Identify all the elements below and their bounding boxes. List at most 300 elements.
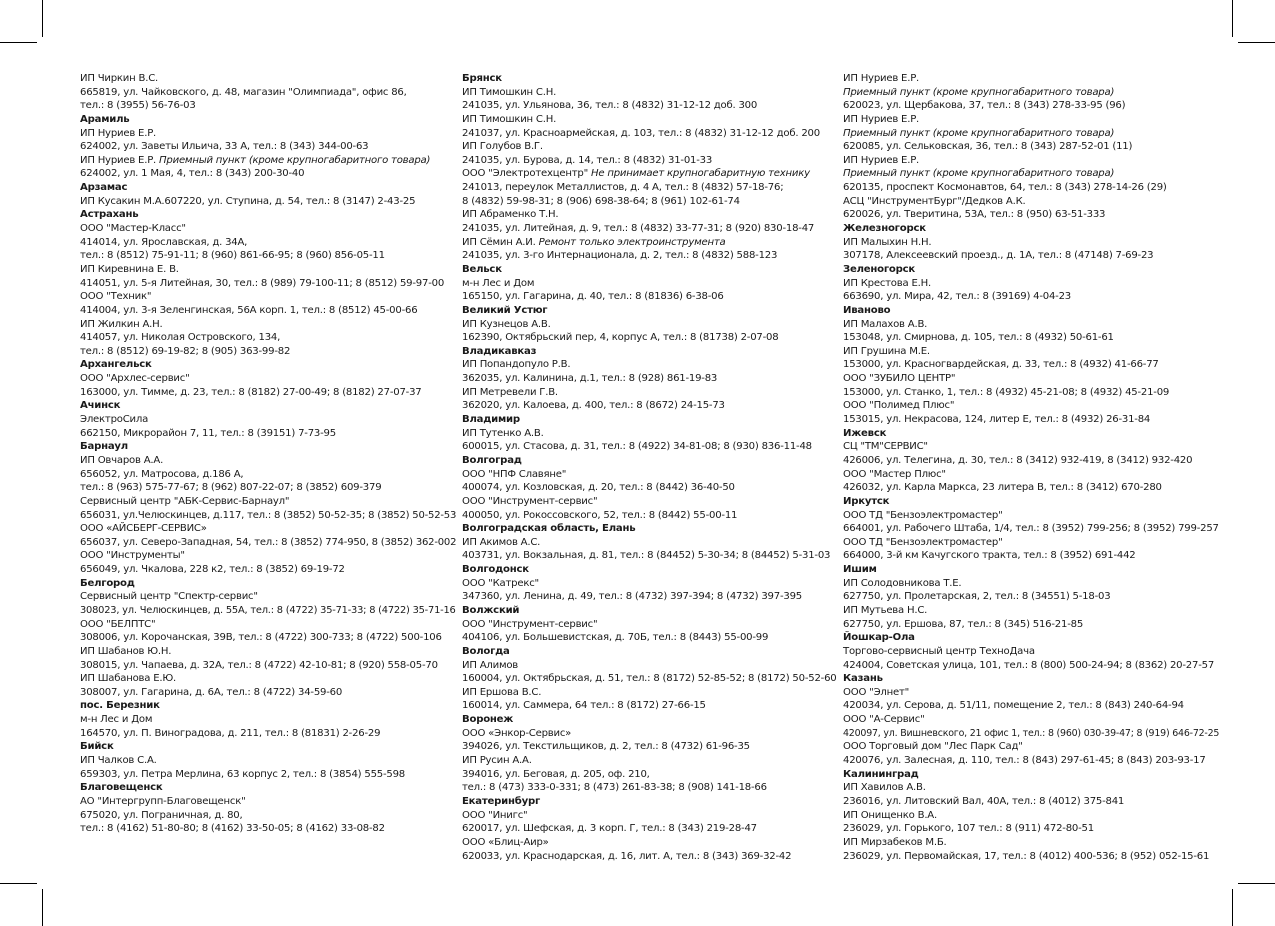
entry-line [462,822,834,836]
city-heading [462,304,834,318]
entry-line [843,590,1215,604]
entry-line [462,495,834,509]
entry-line [843,331,1215,345]
entry-line [462,399,834,413]
entry-line [843,140,1215,154]
entry-text: 241035, ул. Ульянова, 36, тел.: 8 (4832) 31-12-12 доб. 300 [462,100,758,112]
entry-text: ИП Тутенко А.В. [462,427,544,439]
city-heading [80,399,452,413]
crop-mark [42,0,43,37]
entry-text: 362035, ул. Калинина, д.1, тел.: 8 (928) 861-19-83 [462,373,718,385]
entry-text: ИП Овчаров А.А. [80,454,164,466]
entry-text: 656031, ул.Челюскинцев, д.117, тел.: 8 (3852) 50-52-35; 8 (3852) 50-52-53 [80,509,457,521]
directory-column-2 [462,72,837,863]
entry-note: Ремонт только электроинструмента [538,236,726,248]
entry-note: Не принимает крупногабаритную технику [591,168,810,180]
city-name: Барнаул [80,441,128,453]
crop-mark [0,42,37,43]
entry-text: 424004, Советская улица, 101, тел.: 8 (800) 500-24-94; 8 (8362) 20-27-57 [843,659,1215,671]
entry-line [80,659,452,673]
city-name: Иваново [843,304,891,316]
entry-line [80,481,452,495]
city-heading [843,304,1215,318]
entry-line [462,672,837,686]
entry-line [80,222,452,236]
entry-line [80,127,452,141]
entry-text: 675020, ул. Пограничная, д. 80, [80,809,243,821]
entry-note: Приемный пункт (кроме крупногабаритного товара) [843,86,1115,98]
entry-text: ООО "Катрекс" [462,577,539,589]
city-heading [843,631,1215,645]
entry-text: 153048, ул. Смирнова, д. 105, тел.: 8 (4932) 50-61-61 [843,332,1114,344]
city-heading [462,522,834,536]
entry-text: ИП Тимошкин С.Н. [462,113,557,125]
entry-text: ИП Нуриев Е.Р. [843,154,920,166]
entry-line [80,318,452,332]
entry-line [80,822,452,836]
entry-line [80,563,452,577]
entry-text: ООО "Элнет" [843,686,910,698]
city-name: Владикавказ [462,345,537,357]
entry-line [80,86,452,100]
entry-line [80,72,452,86]
entry-line [843,754,1215,768]
entry-line [843,713,1215,727]
entry-text: ИП Русин А.А. [462,755,532,767]
city-name: Астрахань [80,209,139,221]
entry-text: 241035, ул. Литейная, д. 9, тел.: 8 (4832) 33-77-31; 8 (920) 830-18-47 [462,223,815,235]
entry-text: ИП Голубов В.Г. [462,141,543,153]
city-name: Великий Устюг [462,304,548,316]
entry-text: 241035, ул. Бурова, д. 14, тел.: 8 (4832) 31-01-33 [462,154,713,166]
entry-line [80,768,452,782]
entry-line [80,427,452,441]
entry-line [80,495,452,509]
entry-text: ООО "НПФ Славяне" [462,468,567,480]
entry-line [462,99,834,113]
entry-line [843,290,1215,304]
entry-text: 656037, ул. Северо-Западная, 54, тел.: 8 (3852) 774-950, 8 (3852) 362-002 [80,536,457,548]
entry-text: 414057, ул. Николая Островского, 134, [80,332,281,344]
entry-line [80,645,452,659]
entry-line [80,549,452,563]
entry-text: 620135, проспект Космонавтов, 64, тел.: 8 (343) 278-14-26 (29) [843,182,1167,194]
entry-text: Сервисный центр "АБК-Сервис-Барнаул" [80,495,290,507]
entry-line [462,167,834,181]
entry-line [80,99,452,113]
entry-line [462,754,834,768]
entry-line [843,536,1215,550]
entry-text: АСЦ "ИнструментБург"/Дедков А.К. [843,195,1026,207]
entry-text: ИП Сёмин А.И. [462,236,539,248]
entry-line [80,618,452,632]
entry-line [843,781,1215,795]
entry-text: ООО "Электротехцентр" [462,168,591,180]
entry-text: 241035, ул. 3-го Интернационала, д. 2, тел.: 8 (4832) 588-123 [462,250,778,262]
entry-line [843,795,1215,809]
entry-text: 414051, ул. 5-я Литейная, 30, тел.: 8 (989) 79-100-11; 8 (8512) 59-97-00 [80,277,445,289]
entry-text: 664000, 3-й км Качугского тракта, тел.: 8 (3952) 691-442 [843,550,1136,562]
entry-text: 160014, ул. Саммера, 64 тел.: 8 (8172) 27-66-15 [462,700,706,712]
entry-line [80,277,452,291]
entry-text: 663690, ул. Мира, 42, тел.: 8 (39169) 4-04-23 [843,291,1072,303]
entry-text: ЭлектроСила [80,414,149,426]
entry-line [843,181,1215,195]
entry-text: 620023, ул. Щербакова, 37, тел.: 8 (343) 278-33-95 (96) [843,100,1126,112]
entry-text: ООО "Техник" [80,291,152,303]
entry-line [843,468,1215,482]
entry-line [80,236,452,250]
entry-text: ООО "Архлес-сервис" [80,373,190,385]
entry-text: АО "Интергрупп-Благовещенск" [80,795,246,807]
entry-line [843,195,1215,209]
entry-text: ООО ТД "Бензоэлектромастер" [843,509,1003,521]
entry-text: ИП Хавилов А.В. [843,782,926,794]
entry-text: 241013, переулок Металлистов, д. 4 А, тел.: 8 (4832) 57-18-76; [462,182,784,194]
city-heading [462,72,834,86]
entry-text: ООО "Мастер-Класс" [80,223,186,235]
entry-line [80,536,457,550]
entry-line [80,413,452,427]
entry-text: 403731, ул. Вокзальная, д. 81, тел.: 8 (84452) 5-30-34; 8 (84452) 5-31-03 [462,550,831,562]
city-name: Вологда [462,645,510,657]
entry-line [80,604,456,618]
entry-line [462,727,834,741]
entry-text: 400050, ул. Рокоссовского, 52, тел.: 8 (8442) 55-00-11 [462,509,738,521]
city-heading [462,563,834,577]
entry-line [843,249,1215,263]
entry-text: Торгово-сервисный центр ТехноДача [843,645,1035,657]
city-heading [462,713,834,727]
crop-mark [1232,0,1233,37]
entry-text: 426032, ул. Карла Маркса, 23 литера В, тел.: 8 (3412) 670-280 [843,482,1162,494]
entry-text: 308015, ул. Чапаева, д. 32А, тел.: 8 (4722) 42-10-81; 8 (920) 558-05-70 [80,659,438,671]
entry-text: ИП Кусакин М.А.607220, ул. Ступина, д. 54, тел.: 8 (3147) 2-43-25 [80,195,416,207]
entry-text: ООО «Блиц-Аир» [462,836,549,848]
city-name: Ишим [843,564,877,576]
entry-line [462,590,834,604]
city-name: Брянск [462,73,502,84]
entry-line [462,850,834,864]
entry-note: Приемный пункт (кроме крупногабаритного товара) [843,127,1115,139]
entry-line [80,167,452,181]
entry-text: ООО "Инструменты" [80,550,185,562]
entry-text: ИП Нуриев Е.Р. [80,127,157,139]
entry-line [80,754,452,768]
entry-text: тел.: 8 (963) 575-77-67; 8 (962) 807-22-07; 8 (3852) 609-379 [80,482,382,494]
entry-line [462,427,834,441]
entry-line [80,672,452,686]
crop-mark [1232,889,1233,926]
entry-text: ООО "Полимед Плюс" [843,400,955,412]
city-heading [462,645,834,659]
entry-text: ИП Акимов А.С. [462,536,541,548]
entry-text: 400074, ул. Козловская, д. 20, тел.: 8 (8442) 36-40-50 [462,482,735,494]
entry-line [843,386,1215,400]
entry-line [462,809,834,823]
city-name: Казань [843,673,883,685]
entry-line [462,768,834,782]
entry-text: ООО «Энкор-Сервис» [462,727,572,739]
city-heading [843,427,1215,441]
entry-text: ИП Чиркин В.С. [80,73,159,84]
city-heading [462,795,834,809]
entry-line [80,140,452,154]
entry-text: ИП Онищенко В.А. [843,809,937,821]
entry-text: 153000, ул. Станко, 1, тел.: 8 (4932) 45-21-08; 8 (4932) 45-21-09 [843,386,1170,398]
city-heading [80,781,452,795]
entry-text: 165150, ул. Гагарина, д. 40, тел.: 8 (81836) 6-38-06 [462,291,724,303]
entry-text: 656052, ул. Матросова, д.186 А, [80,468,244,480]
entry-text: 627750, ул. Пролетарская, 2, тел.: 8 (34551) 5-18-03 [843,591,1111,603]
entry-line [80,372,452,386]
city-name: Ачинск [80,400,121,412]
entry-line [843,358,1215,372]
entry-line [462,836,834,850]
entry-text: 620085, ул. Сельковская, 36, тел.: 8 (343) 287-52-01 (11) [843,141,1133,153]
entry-text: ИП Солодовникова Т.Е. [843,577,962,589]
entry-text: ИП Абраменко Т.Н. [462,209,559,221]
city-name: Благовещенск [80,782,163,794]
entry-line [462,386,834,400]
entry-text: 620033, ул. Краснодарская, д. 16, лит. А, тел.: 8 (343) 369-32-42 [462,850,792,862]
entry-text: ООО "Инструмент-сервис" [462,618,598,630]
entry-text: ИП Кузнецов А.В. [462,318,551,330]
entry-text: 163000, ул. Тимме, д. 23, тел.: 8 (8182) 27-00-49; 8 (8182) 27-07-37 [80,386,422,398]
entry-text: ИП Крестова Е.Н. [843,277,931,289]
city-name: Волгодонск [462,564,529,576]
city-heading [80,740,452,754]
entry-line [462,659,834,673]
entry-line [843,481,1215,495]
entry-line [462,86,834,100]
entry-line [462,208,834,222]
city-heading [843,768,1215,782]
entry-text: ИП Метревели Г.В. [462,386,558,398]
crop-mark [0,883,37,884]
entry-text: 8 (4832) 59-98-31; 8 (906) 698-38-64; 8 (961) 102-61-74 [462,195,740,207]
entry-line [843,113,1215,127]
entry-line [843,127,1215,141]
entry-text: м-н Лес и Дом [80,714,153,726]
entry-line [80,686,452,700]
entry-text: ИП Нуриев Е.Р. [80,154,160,166]
entry-line [843,399,1215,413]
entry-text: ООО Торговый дом "Лес Парк Сад" [843,741,1023,753]
entry-line [80,809,452,823]
entry-line [80,468,452,482]
entry-text: ИП Жилкин А.Н. [80,318,163,330]
entry-line [843,372,1215,386]
entry-line [80,290,452,304]
entry-text: ИП Чалков С.А. [80,755,157,767]
entry-text: 600015, ул. Стасова, д. 31, тел.: 8 (4922) 34-81-08; 8 (930) 836-11-48 [462,441,812,453]
city-name: Иркутск [843,495,890,507]
entry-line [843,454,1215,468]
entry-line [462,358,834,372]
entry-text: 420034, ул. Серова, д. 51/11, помещение 2, тел.: 8 (843) 240-64-94 [843,700,1184,712]
entry-line [462,249,834,263]
city-name: Калининград [843,768,919,780]
entry-text: ООО "ЗУБИЛО ЦЕНТР" [843,373,956,385]
city-heading [80,358,452,372]
entry-line [462,277,834,291]
entry-line [843,236,1215,250]
entry-line [80,727,452,741]
entry-text: ООО "А-Сервис" [843,714,925,726]
entry-line [462,127,834,141]
entry-line [462,440,834,454]
entry-text: 162390, Октябрьский пер, 4, корпус А, тел.: 8 (81738) 2-07-08 [462,332,779,344]
entry-line [462,549,834,563]
city-name: Железногорск [843,223,926,235]
entry-text: ИП Шабанов Ю.Н. [80,645,172,657]
entry-line [462,181,834,195]
entry-text: 236016, ул. Литовский Вал, 40А, тел.: 8 (4012) 375-841 [843,795,1125,807]
entry-line [843,413,1215,427]
entry-text: ООО "Инигс" [462,809,528,821]
entry-text: 414014, ул. Ярославская, д. 34А, [80,236,248,248]
city-heading [462,604,834,618]
city-heading [462,413,834,427]
directory-column-1 [80,72,457,836]
entry-line [462,481,834,495]
city-name: Ижевск [843,427,887,439]
entry-line [80,249,452,263]
entry-line [462,577,834,591]
entry-line [462,618,834,632]
entry-text: ИП Тимошкин С.Н. [462,86,557,98]
entry-text: ИП Малыхин Н.Н. [843,236,932,248]
entry-line [843,850,1215,864]
entry-text: 627750, ул. Ершова, 87, тел.: 8 (345) 516-21-85 [843,618,1084,630]
entry-text: 624002, ул. Заветы Ильича, 33 А, тел.: 8 (343) 344-00-63 [80,141,369,153]
entry-line [462,699,834,713]
city-name: Арамиль [80,113,130,125]
entry-line [843,659,1215,673]
entry-line [80,522,452,536]
entry-line [80,509,457,523]
entry-line [462,236,834,250]
entry-line [462,154,834,168]
entry-text: 426006, ул. Телегина, д. 30, тел.: 8 (3412) 932-419, 8 (3412) 932-420 [843,454,1193,466]
entry-text: ИП Нуриев Е.Р. [843,113,920,125]
entry-text: тел.: 8 (4162) 51-80-80; 8 (4162) 33-50-05; 8 (4162) 33-08-82 [80,823,385,835]
entry-text: 664001, ул. Рабочего Штаба, 1/4, тел.: 8 (3952) 799-256; 8 (3952) 799-257 [843,523,1219,535]
entry-line [843,277,1215,291]
entry-line [843,822,1215,836]
entry-text: 362020, ул. Калоева, д. 400, тел.: 8 (8672) 24-15-73 [462,400,725,412]
city-name: Зеленогорск [843,263,916,275]
entry-text: 404106, ул. Большевистская, д. 70Б, тел.: 8 (8443) 55-00-99 [462,632,769,644]
city-heading [80,699,452,713]
entry-line [843,72,1215,86]
entry-line [462,372,834,386]
entry-text: 656049, ул. Чкалова, 228 к2, тел.: 8 (3852) 69-19-72 [80,564,345,576]
entry-text: 420076, ул. Залесная, д. 110, тел.: 8 (843) 297-61-45; 8 (843) 203-93-17 [843,755,1206,767]
entry-text: ИП Ершова В.С. [462,686,542,698]
city-name: пос. Березник [80,700,160,712]
city-heading [462,454,834,468]
entry-line [462,781,834,795]
entry-line [80,263,452,277]
entry-text: тел.: 8 (8512) 69-19-82; 8 (905) 363-99-82 [80,345,291,357]
entry-line [80,631,452,645]
city-heading [843,563,1215,577]
entry-text: 308007, ул. Гагарина, д. 6А, тел.: 8 (4722) 34-59-60 [80,686,343,698]
city-name: Волгоград [462,454,522,466]
entry-text: тел.: 8 (3955) 56-76-03 [80,100,196,112]
entry-line [843,686,1215,700]
entry-line [843,167,1215,181]
city-heading [462,263,834,277]
entry-text: ИП Мирзабеков М.Б. [843,836,947,848]
entry-line [462,331,834,345]
entry-text: 308006, ул. Корочанская, 39В, тел.: 8 (4722) 300-733; 8 (4722) 500-106 [80,632,442,644]
entry-line [843,727,1220,741]
entry-text: ИП Шабанова Е.Ю. [80,673,177,685]
city-heading [843,222,1215,236]
entry-text: 153000, ул. Красногвардейская, д. 33, тел.: 8 (4932) 41-66-77 [843,359,1159,371]
entry-text: ИП Алимов [462,659,519,671]
entry-line [462,509,834,523]
entry-line [843,208,1215,222]
entry-text: ИП Попандопуло Р.В. [462,359,571,371]
city-name: Арзамас [80,182,128,194]
entry-text: 662150, Микрорайон 7, 11, тел.: 8 (39151) 7-73-95 [80,427,336,439]
entry-line [80,795,452,809]
entry-line [843,836,1215,850]
entry-text: СЦ "ТМ"СЕРВИС" [843,441,928,453]
entry-text: 665819, ул. Чайковского, д. 48, магазин "Олимпиада", офис 86, [80,86,407,98]
entry-text: 236029, ул. Горького, 107 тел.: 8 (911) 472-80-51 [843,823,1094,835]
city-name: Белгород [80,577,135,589]
city-name: Волжский [462,604,520,616]
entry-line [80,195,452,209]
entry-line [843,699,1215,713]
entry-line [462,536,834,550]
entry-text: ИП Киревнина Е. В. [80,263,179,275]
entry-line [843,809,1215,823]
crop-mark [42,889,43,926]
entry-line [843,618,1215,632]
city-heading [843,495,1215,509]
entry-text: 394016, ул. Беговая, д. 205, оф. 210, [462,768,650,780]
entry-text: ИП Малахов А.В. [843,318,928,330]
city-heading [80,208,452,222]
entry-line [80,154,452,168]
entry-line [843,604,1215,618]
entry-line [80,304,452,318]
entry-line [462,686,834,700]
entry-text: тел.: 8 (473) 333-0-331; 8 (473) 261-83-38; 8 (908) 141-18-66 [462,782,767,794]
entry-line [80,345,452,359]
city-name: Вельск [462,263,502,275]
city-name: Архангельск [80,359,152,371]
entry-line [843,577,1215,591]
directory-column-3 [843,72,1220,863]
entry-text: 308023, ул. Челюскинцев, д. 55А, тел.: 8 (4722) 35-71-33; 8 (4722) 35-71-16 [80,604,456,616]
entry-line [843,318,1215,332]
entry-note: Приемный пункт (кроме крупногабаритного товара) [159,154,431,166]
entry-line [80,713,452,727]
entry-text: 347360, ул. Ленина, д. 49, тел.: 8 (4732) 397-394; 8 (4732) 397-395 [462,591,802,603]
city-heading [80,440,452,454]
city-heading [843,672,1215,686]
entry-text: 307178, Алексеевский проезд., д. 1А, тел.: 8 (47148) 7-69-23 [843,250,1154,262]
crop-mark [1238,883,1275,884]
entry-text: 420097, ул. Вишневского, 21 офис 1, тел.: 8 (960) 030-39-47; 8 (919) 646-72-25 [843,727,1220,739]
